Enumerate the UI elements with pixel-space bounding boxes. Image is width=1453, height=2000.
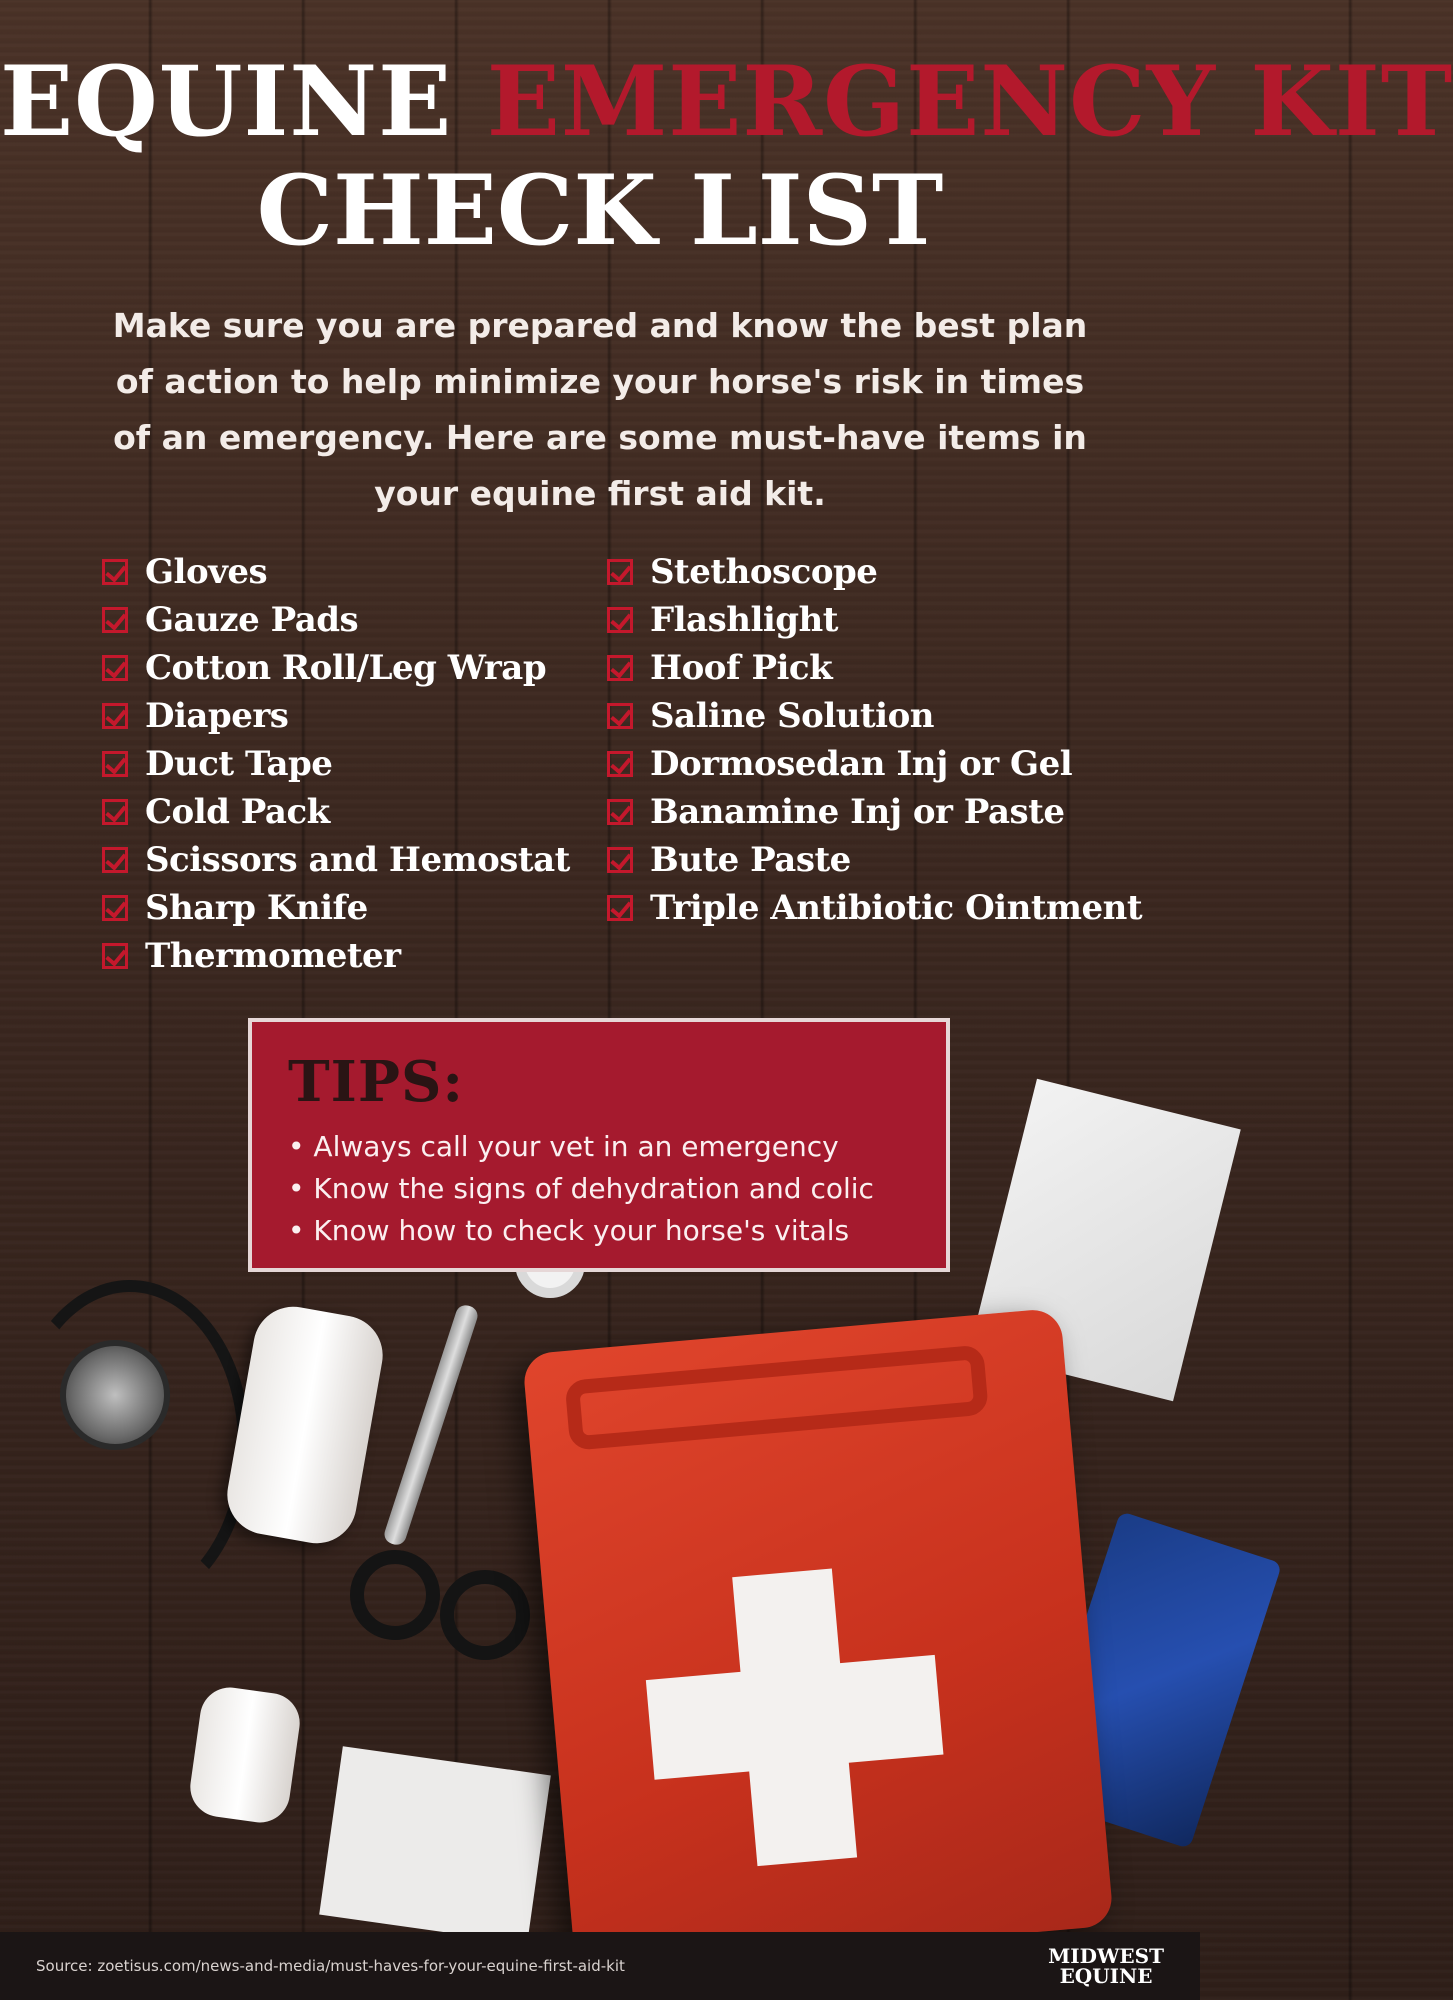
checklist-item-label: Dormosedan Inj or Gel	[650, 744, 1073, 784]
checklist-item	[102, 740, 570, 788]
checkbox-checked-icon	[102, 655, 128, 681]
checklist-item-label: Banamine Inj or Paste	[650, 792, 1065, 832]
checklist-item	[102, 884, 570, 932]
source-citation: Source: zoetisus.com/news-and-media/must-haves-for-your-equine-first-aid-kit	[36, 1957, 625, 1975]
tip-item: • Know how to check your horse's vitals	[288, 1210, 910, 1252]
checklist-item	[102, 644, 570, 692]
checklist-item-label: Scissors and Hemostat	[145, 840, 570, 880]
checklist-item-label: Diapers	[145, 696, 289, 736]
checklist-item-label: Triple Antibiotic Ointment	[650, 888, 1143, 928]
checklist-item	[607, 596, 1142, 644]
gauze-pad-icon	[319, 1746, 551, 1944]
tips-box	[248, 1018, 950, 1272]
headline-word-equine: EQUINE	[0, 45, 453, 158]
checklist-item	[607, 884, 1142, 932]
checklist-item	[102, 836, 570, 884]
midwest-equine-logo	[1048, 1946, 1164, 1986]
kit-handle	[564, 1345, 989, 1451]
checkbox-checked-icon	[102, 607, 128, 633]
gauze-roll-icon	[221, 1300, 389, 1549]
checklist-right-column	[607, 548, 1142, 932]
checklist-item	[607, 644, 1142, 692]
checklist-item-label: Flashlight	[650, 600, 838, 640]
checklist-item-label: Cotton Roll/Leg Wrap	[145, 648, 547, 688]
logo-line-2: EQUINE	[1059, 1964, 1153, 1988]
scissors-blade-icon	[382, 1303, 480, 1548]
footer	[0, 1932, 1200, 2000]
checklist-item	[102, 788, 570, 836]
checkbox-checked-icon	[607, 751, 633, 777]
logo-line-1: MIDWEST	[1048, 1944, 1164, 1968]
checklist-item-label: Cold Pack	[145, 792, 330, 832]
checkbox-checked-icon	[607, 607, 633, 633]
intro-paragraph: Make sure you are prepared and know the best plan of action to help minimize your horse's risk in times of an emergency. Here are some must-have items in your equine first aid kit.	[112, 306, 1088, 513]
checkbox-checked-icon	[102, 799, 128, 825]
tips-title: TIPS:	[288, 1049, 465, 1115]
checklist-item	[102, 932, 570, 980]
first-aid-kit-icon	[522, 1308, 1114, 1973]
stethoscope-icon	[60, 1340, 170, 1450]
medical-cross-bar	[646, 1655, 944, 1780]
headline-word-emergency-kit: EMERGENCY KIT	[486, 45, 1453, 158]
checklist	[0, 548, 1200, 988]
checklist-item-label: Sharp Knife	[145, 888, 368, 928]
checkbox-checked-icon	[102, 703, 128, 729]
checkbox-checked-icon	[102, 559, 128, 585]
checkbox-checked-icon	[607, 559, 633, 585]
checklist-item	[102, 596, 570, 644]
checklist-item	[102, 692, 570, 740]
tips-list	[288, 1126, 910, 1252]
first-aid-supplies-illustration	[0, 1240, 1200, 1930]
checkbox-checked-icon	[607, 847, 633, 873]
headline-line-1	[0, 45, 1453, 158]
checklist-item-label: Gauze Pads	[145, 600, 359, 640]
checkbox-checked-icon	[102, 943, 128, 969]
cotton-roll-icon	[186, 1684, 303, 1827]
checkbox-checked-icon	[102, 895, 128, 921]
checklist-item-label: Hoof Pick	[650, 648, 833, 688]
checkbox-checked-icon	[607, 655, 633, 681]
checklist-item	[102, 548, 570, 596]
checkbox-checked-icon	[102, 847, 128, 873]
tip-item: • Always call your vet in an emergency	[288, 1126, 910, 1168]
checklist-item-label: Bute Paste	[650, 840, 851, 880]
checklist-item	[607, 740, 1142, 788]
checklist-item	[607, 548, 1142, 596]
checklist-left-column	[102, 548, 570, 980]
checkbox-checked-icon	[607, 799, 633, 825]
scissors-handle-icon	[440, 1570, 530, 1660]
checklist-item	[607, 692, 1142, 740]
scissors-icon	[350, 1550, 440, 1640]
checkbox-checked-icon	[607, 703, 633, 729]
checklist-item-label: Thermometer	[145, 936, 401, 976]
checklist-item-label: Saline Solution	[650, 696, 934, 736]
checklist-item-label: Stethoscope	[650, 552, 878, 592]
tip-item: • Know the signs of dehydration and colic	[288, 1168, 910, 1210]
checklist-item	[607, 836, 1142, 884]
checklist-item-label: Duct Tape	[145, 744, 333, 784]
checklist-item	[607, 788, 1142, 836]
checkbox-checked-icon	[102, 751, 128, 777]
headline-line-2: CHECK LIST	[256, 153, 944, 267]
checkbox-checked-icon	[607, 895, 633, 921]
checklist-item-label: Gloves	[145, 552, 268, 592]
headline	[0, 45, 1453, 267]
